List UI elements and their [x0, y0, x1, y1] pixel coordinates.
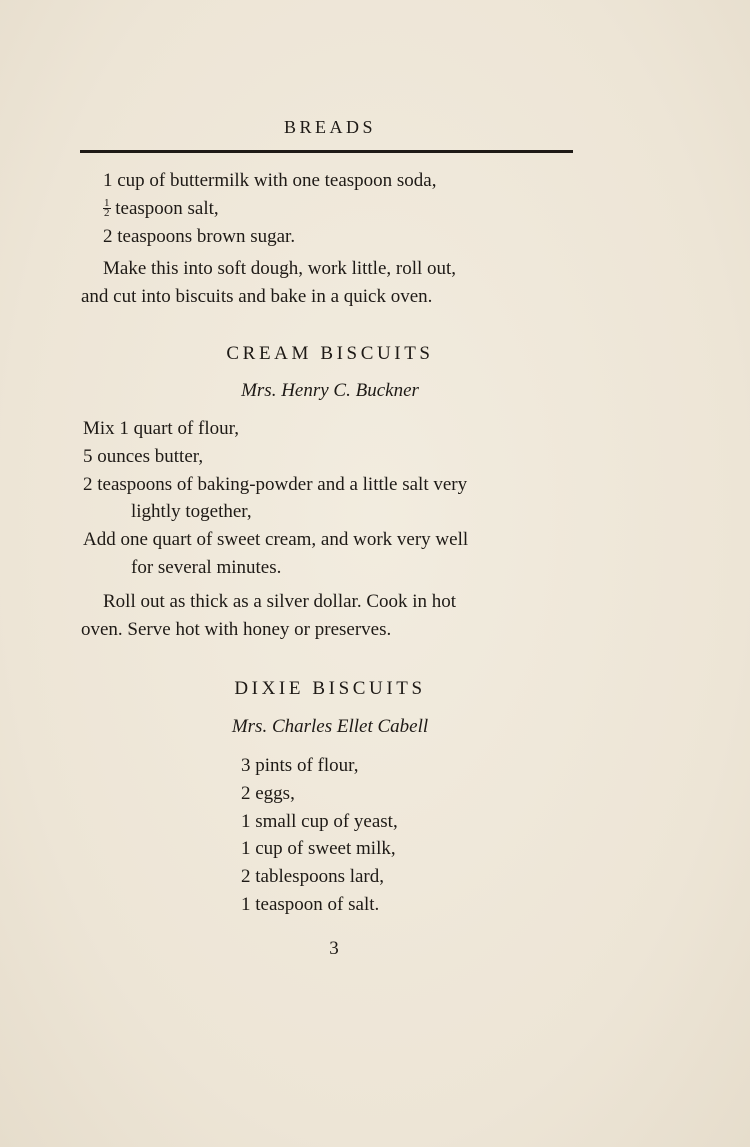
ingredient-line: lightly together,: [131, 501, 252, 522]
ingredient-line: 5 ounces butter,: [83, 446, 204, 467]
ingredient-line: for several minutes.: [131, 557, 282, 578]
half-fraction: $\frac{1}{2}$: [104, 197, 110, 219]
ingredient-line: 2 teaspoons of baking-powder and a little salt very: [83, 474, 468, 495]
recipe-title-dixie-biscuits: DIXIE BISCUITS: [234, 678, 426, 699]
direction-line: Roll out as thick as a silver dollar. Cook in hot: [103, 591, 457, 612]
recipe-author-cream-biscuits: Mrs. Henry C. Buckner: [241, 380, 419, 401]
ingredient-line: 1 cup of buttermilk with one teaspoon soda,: [103, 170, 437, 191]
ingredient-line: Add one quart of sweet cream, and work very well: [83, 529, 469, 550]
ingredient-line: 2 eggs,: [241, 783, 295, 804]
ingredient-line: Mix 1 quart of flour,: [83, 418, 239, 439]
recipe-author-dixie-biscuits: Mrs. Charles Ellet Cabell: [231, 716, 429, 737]
direction-line: oven. Serve hot with honey or preserves.: [81, 619, 392, 640]
ingredient-line: 2 teaspoons brown sugar.: [103, 226, 296, 247]
recipe-title-cream-biscuits: CREAM BISCUITS: [226, 343, 434, 364]
running-head: BREADS: [283, 117, 376, 137]
ingredient-line: 1 cup of sweet milk,: [241, 838, 396, 859]
ingredient-line: 3 pints of flour,: [241, 755, 359, 776]
header-rule: [80, 150, 573, 153]
ingredient-line: 2 tablespoons lard,: [241, 866, 385, 887]
ingredient-text: teaspoon salt,: [115, 198, 219, 219]
direction-line: and cut into biscuits and bake in a quick oven.: [81, 286, 433, 307]
ingredient-line: 1 teaspoon of salt.: [241, 894, 380, 915]
ingredient-line-half: [103, 198, 219, 220]
direction-line: Make this into soft dough, work little, roll out,: [103, 258, 457, 279]
ingredient-line: 1 small cup of yeast,: [241, 811, 398, 832]
page-number: 3: [329, 938, 339, 959]
